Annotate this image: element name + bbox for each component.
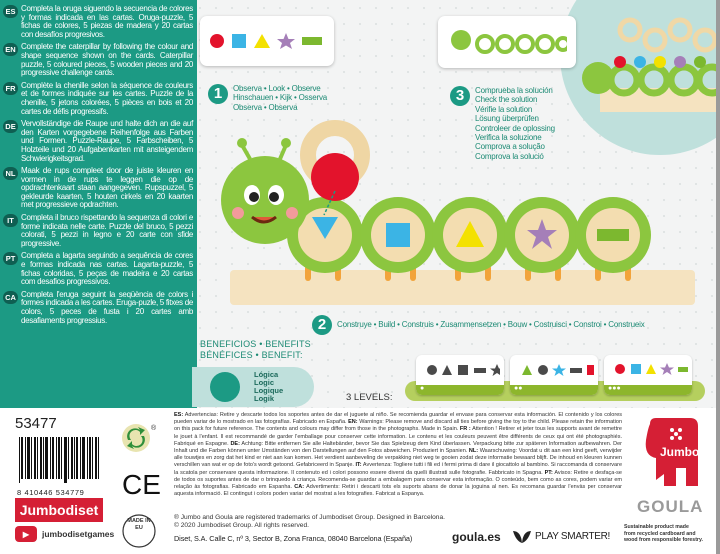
benefits-title: BÉNÉFICES • BENEFIT:	[200, 349, 303, 360]
warning-lang: IT:	[355, 462, 362, 469]
step-text: Construye • Build • Construis • Zusammensetzen • Bouw • Costruisci • Constroi • Construeix	[337, 320, 645, 330]
sustainability-line: wood from responsible forestry.	[624, 537, 703, 544]
barcode-bar	[56, 437, 57, 479]
brain-icon	[210, 372, 240, 402]
svg-text:Jumbo: Jumbo	[660, 445, 700, 459]
sustainability-line: Sustainable product made	[624, 524, 689, 530]
barcode-bar	[71, 437, 73, 479]
language-badge: EN	[3, 43, 18, 56]
step-number: 3	[450, 86, 470, 106]
warning-lang: PT:	[544, 469, 553, 476]
warning-text: Waarschuwing: Voordat u dit aan een kind geeft, verwijder alle touwtjes en zorg dat het kind er niet aan kan komen. Het verdient aanbeveling de verpakking niet weg te gooien zodat deze informatie bewaard blijft. De inhoud en kleuren kunnen verschillen van wat er op de foto's wordt getoond. Gefabriceerd in Spanje.	[174, 448, 622, 469]
warning-text: Warnings: Please remove and discard all ties before giving the toy to the child. Please retain the information on this pack for future reference. The contents and colours may differ from those in the photographs. Made in Spain.	[174, 419, 623, 433]
warning-text: Avvertenza: Togliere tutti i fili ed i fermi prima di dare il giocattolo al bambino. Si raccomanda di conservare la scatola per conservare questa informazione. Il contenuto ed i colori possono essere diversi da quelli illustrati sulle fotografie. Fabbricato in Spagna.	[174, 462, 622, 476]
solution-card	[438, 16, 576, 68]
level-card-2	[510, 355, 598, 395]
barcode-bar	[61, 437, 62, 479]
warning-lang: CA:	[294, 484, 305, 491]
barcode-bar	[64, 437, 67, 483]
caterpillar-head	[221, 138, 309, 244]
trademark-text	[174, 514, 445, 530]
warnings-text	[174, 412, 622, 498]
step-1	[208, 84, 327, 112]
address: Diset, S.A. Calle C, nº 3, Sector B, Zona Franca, 08040 Barcelona (España)	[174, 534, 413, 543]
svg-text:®: ®	[151, 425, 157, 432]
bar-shape	[597, 229, 629, 241]
description-pt	[3, 252, 193, 286]
benefit-label: Lógica	[254, 370, 279, 379]
youtube-channel[interactable]	[15, 526, 114, 542]
barcode-bar	[68, 437, 69, 479]
ce-mark: CE	[122, 469, 161, 500]
step-text: Lösung überprüfen	[475, 114, 539, 124]
step-text: Comprova a solução	[475, 142, 545, 152]
description-de	[3, 120, 193, 163]
barcode-number: 8 410446 534779	[17, 488, 85, 497]
level-dots: ●●●	[604, 385, 692, 395]
warning-lang: DE:	[230, 440, 240, 447]
barcode-bar	[40, 437, 42, 479]
description-it	[3, 214, 193, 248]
made-in-eu-text: MADE IN EU	[127, 518, 151, 531]
step-text: Vérifie la solution	[475, 104, 533, 114]
warning-text: Avisos: Retire e desfaça-se de todos os suportes antes de dar o brinquedo à criança. Recomenda-se guardar a embalagem para conservar esta informação. O conteúdo, bem como as cores, podem variar em relação às fotografias. Fabricado em Espanha.	[174, 469, 622, 491]
description-text: Vervollständige die Raupe und halte dich an die auf den Karten vorgegebene Reihenfolge aus Farben und Formen. Puzzle-Raupe, 5 Farbscheiben, 5 Holzteile und 20 Aufgabenkarten mit ansteigendem Schwierigkeitsgrad.	[21, 119, 193, 163]
language-badge: IT	[3, 214, 18, 227]
barcode-bar	[45, 437, 48, 479]
jumbodiset-logo: Jumbodiset	[15, 498, 103, 522]
caterpillar-card-drawing	[447, 22, 567, 62]
description-text: Completa la oruga siguendo la secuencia de colores y formas indicada en las cartas. Oruga-puzzle, 5 fichas de colores, 5 piezas de madera y 20 cartas con desafíos progresivos.	[21, 4, 193, 39]
description-fr	[3, 82, 193, 116]
barcode-bar	[95, 437, 97, 479]
benefits-title: BENEFICIOS • BENEFITS	[200, 339, 311, 349]
description-ca	[3, 291, 193, 325]
description-es	[3, 5, 193, 39]
description-text: Completa a lagarta seguindo a sequência de cores e formas indicada nas cartas. Lagarta-puzzle, 5 fichas coloridas, 5 peças de madeira e 20 cartas com desafios progressivos.	[21, 251, 193, 287]
square-shape	[386, 223, 410, 247]
sequence-card-example	[200, 16, 334, 66]
step-text: Observa • Observa	[233, 102, 298, 112]
youtube-icon: ▶	[15, 526, 37, 542]
copyright-line: © 2020 Jumbodiset Group. All rights reserved.	[174, 522, 309, 529]
warning-lang: FR :	[459, 426, 471, 433]
benefit-label: Logik	[254, 394, 274, 403]
barcode-bar	[27, 437, 30, 479]
step-text: Comprueba la solución	[475, 86, 553, 95]
trademark-line: ® Jumbo and Goula are registered trademarks of Jumbodiset Group. Designed in Barcelona.	[174, 514, 445, 521]
warning-lang: NL:	[468, 448, 479, 455]
description-text: Maak de rups compleet door de juiste kleuren en vormen in de rups te leggen die op de opdrachtenkaart staan aangegeven. Rupspuzzel, 5 gekleurde kaarten, 5 houten cirkels en 20 kaarten met progressieve opdrachten.	[21, 166, 193, 210]
benefits-heading	[200, 339, 311, 360]
green-dot-icon	[122, 424, 150, 452]
warning-lang: EN:	[348, 419, 358, 426]
language-badge: CA	[3, 291, 18, 304]
language-badge: FR	[3, 82, 18, 95]
level-dots: ●	[416, 385, 504, 395]
barcode-bar	[76, 437, 78, 479]
sustainability-line: from recycled cardboard and	[624, 530, 696, 537]
warning-text: Attention ! Retirer et jeter tous les supports avant de remettre le jouet à l'enfant. Il est recommandé de garder l'emballage pour conserver cette information. Le contenu et les couleurs peuvent être différents de ceux qui ont été photographiés. Fabriqué en Espagne.	[174, 426, 622, 447]
language-badge: ES	[3, 5, 18, 18]
barcode-bar	[80, 437, 81, 479]
description-text: Complete the caterpillar by following the colour and shape sequence shown on the cards. Caterpillar puzzle, 5 coloured pieces, 5 wooden pieces and 20 progressive challenge cards.	[21, 42, 193, 78]
goula-logo: GOULA	[637, 497, 704, 516]
step-text: Controleer de oplossing	[475, 123, 555, 133]
barcode-bar	[82, 437, 85, 479]
website-link[interactable]: goula.es	[452, 530, 501, 544]
sustainability-note	[624, 524, 703, 544]
red-disc	[311, 153, 359, 201]
language-badge: PT	[3, 252, 18, 265]
barcode-bar	[74, 437, 75, 479]
leaf-icon	[512, 529, 532, 544]
barcode-bar	[19, 437, 20, 483]
description-nl	[3, 167, 193, 210]
levels-label: 3 LEVELS:	[346, 392, 393, 403]
barcode-bar	[87, 437, 88, 479]
benefit-logic	[192, 367, 314, 407]
barcode-bar	[52, 437, 54, 479]
benefit-label: Logique	[254, 386, 284, 395]
level-dots: ●●	[510, 385, 598, 395]
play-smarter-text: PLAY SMARTER!	[535, 531, 611, 542]
step-text: Observa • Look • Observe	[233, 84, 321, 93]
step-text: Hinschauen • Kijk • Osserva	[233, 93, 328, 103]
barcode-bar	[37, 437, 38, 479]
jumbo-logo	[642, 418, 704, 488]
barcode-bar	[25, 437, 26, 479]
barcode-bar	[43, 437, 44, 479]
level-card-3	[604, 355, 692, 395]
barcode-bar	[89, 437, 91, 479]
barcode-bar	[98, 437, 99, 479]
language-badge: DE	[3, 120, 18, 133]
youtube-channel-name: jumbodisetgames	[42, 529, 115, 539]
barcode-bar	[31, 437, 32, 479]
barcode-bar	[92, 437, 93, 479]
description-en	[3, 43, 193, 77]
page-edge	[716, 0, 720, 554]
warning-text: Advertiments: Retiri i descarti tots els suports abans de donar la joguina al nen. Es recomana guardar l'envàs per conservar aquesta informació. El contingut i colors poden variar del mostrat a les fotografies. Fabricat a Espanya.	[174, 484, 622, 498]
description-panel	[0, 0, 197, 408]
benefit-label: Logic	[254, 378, 274, 387]
description-text: Complète la chenille selon la séquence de couleurs et de formes indiquée sur les cartes. Puzzle de la chenille, 5 jetons colorées, 5 pièces en bois et 20 cartes de défis progressifs.	[21, 80, 193, 116]
step-number: 2	[312, 315, 332, 335]
barcode-bar	[21, 437, 23, 479]
step-3	[450, 86, 555, 161]
step-2	[312, 315, 645, 335]
step-text: Verifica la soluzione	[475, 133, 542, 143]
step-text: Comprova la solució	[475, 151, 544, 161]
shape-sequence	[208, 31, 326, 51]
barcode-bar	[50, 437, 51, 479]
product-code: 53477	[15, 415, 57, 432]
barcode	[17, 437, 103, 497]
description-text: Completa l'eruga seguint la seqüència de colors i formes indicada a les cartes. Eruga-puzle, 5 fitxes de colors, 5 peces de fusta i 20 cartes amb desafiaments progressius.	[21, 289, 193, 325]
description-text: Completa il bruco rispettando la sequenza di colori e forme indicata nelle carte. Puzzle del bruco, 5 pezzi colorati, 5 pezzi in legno e 20 carte con sfide progressive.	[21, 213, 193, 248]
step-number: 1	[208, 84, 228, 104]
level-card-1	[416, 355, 504, 395]
barcode-bar	[58, 437, 60, 479]
step-text: Check the solution	[475, 95, 538, 105]
warning-lang: ES:	[174, 412, 184, 418]
warning-text: Achtung: Bitte entfernen Sie alle Haltebänder, bevor Sie das Spielzeug dem Kind überlassen. Verpackung bitte zur späteren Information aufbewahren. Der Inhalt und die Farben können unter Umständen von den Darstellungen auf den Fotos abweichen. Produziert in Spanien.	[174, 440, 623, 455]
barcode-bar	[34, 437, 36, 479]
warning-text: Advertencias: Retire y descarte todos los soportes antes de dar el juguete al niño. Se recomienda guardar el envase para conservar esta información. El contenido y los colores pueden variar de lo mostrado en las fotografías. Fabricado en España.	[174, 412, 622, 426]
language-badge: NL	[3, 167, 18, 180]
play-smarter-logo	[512, 529, 610, 544]
